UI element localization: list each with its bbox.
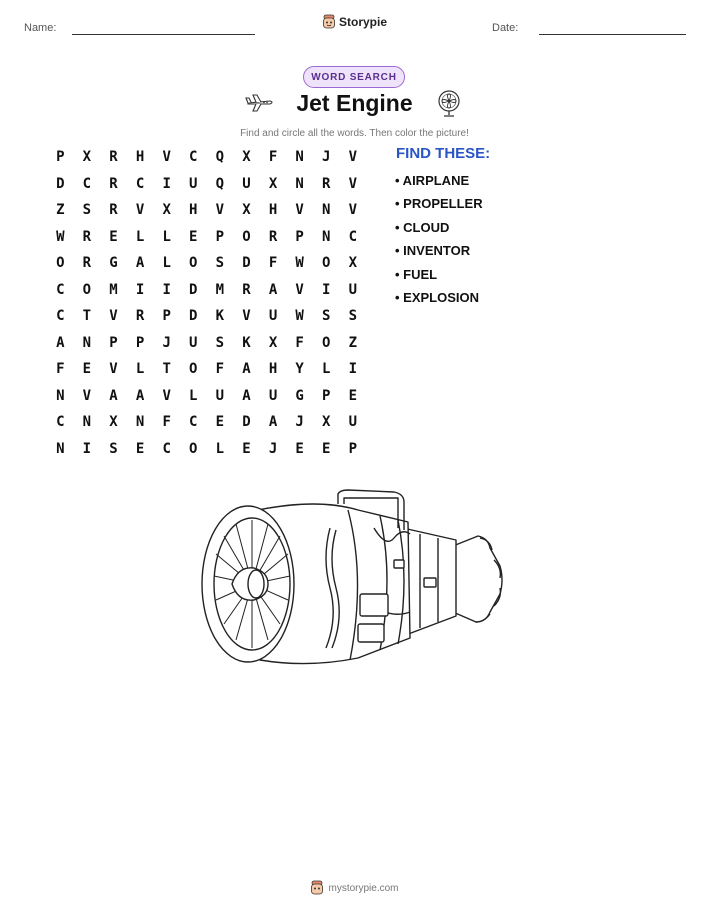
grid-letter[interactable]: P bbox=[215, 228, 225, 245]
grid-letter[interactable]: K bbox=[215, 308, 225, 325]
grid-letter[interactable]: I bbox=[348, 361, 358, 378]
grid-letter[interactable]: S bbox=[322, 308, 331, 325]
grid-letter[interactable]: P bbox=[56, 149, 65, 166]
grid-letter[interactable]: G bbox=[295, 387, 304, 404]
grid-letter[interactable]: X bbox=[82, 149, 92, 166]
grid-letter[interactable]: L bbox=[189, 387, 198, 404]
grid-letter[interactable]: N bbox=[322, 228, 331, 245]
grid-letter[interactable]: V bbox=[82, 387, 92, 404]
grid-letter[interactable]: H bbox=[268, 361, 278, 378]
word-item: • EXPLOSION bbox=[395, 289, 480, 305]
grid-letter[interactable]: S bbox=[348, 308, 358, 325]
grid-letter[interactable]: V bbox=[348, 175, 358, 192]
grid-letter[interactable]: A bbox=[109, 387, 118, 404]
word-item: • FUEL bbox=[395, 266, 438, 282]
grid-letter[interactable]: E bbox=[109, 228, 118, 245]
grid-letter[interactable]: P bbox=[162, 308, 171, 325]
footer-site: mystorypie.com bbox=[328, 882, 399, 894]
grid-letter[interactable]: N bbox=[295, 149, 304, 166]
jet-engine-illustration bbox=[198, 488, 510, 670]
grid-letter[interactable]: W bbox=[295, 308, 304, 325]
grid-letter[interactable]: R bbox=[268, 228, 278, 245]
grid-letter[interactable]: K bbox=[242, 334, 251, 351]
grid-letter[interactable]: V bbox=[162, 387, 171, 404]
grid-letter[interactable]: Q bbox=[215, 175, 225, 192]
grid-letter[interactable]: C bbox=[189, 414, 198, 431]
grid-letter[interactable]: E bbox=[322, 440, 331, 457]
letter-grid bbox=[47, 144, 372, 462]
grid-letter[interactable]: V bbox=[295, 281, 304, 298]
grid-letter[interactable]: F bbox=[215, 361, 225, 378]
grid-letter[interactable]: F bbox=[268, 149, 278, 166]
name-line[interactable] bbox=[72, 34, 255, 35]
grid-letter[interactable]: E bbox=[189, 228, 198, 245]
grid-letter[interactable]: I bbox=[162, 281, 171, 298]
grid-letter[interactable]: W bbox=[56, 228, 65, 245]
grid-letter[interactable]: V bbox=[348, 149, 358, 166]
grid-letter[interactable]: R bbox=[322, 175, 331, 192]
grid-letter[interactable]: N bbox=[56, 387, 65, 404]
grid-letter[interactable]: P bbox=[348, 440, 358, 457]
grid-letter[interactable]: H bbox=[189, 202, 198, 219]
grid-letter[interactable]: Z bbox=[348, 334, 358, 351]
grid-letter[interactable]: V bbox=[109, 361, 118, 378]
grid-letter[interactable]: P bbox=[322, 387, 331, 404]
grid-letter[interactable]: C bbox=[56, 308, 65, 325]
word-item: • CLOUD bbox=[395, 219, 450, 235]
grid-letter[interactable]: V bbox=[162, 149, 171, 166]
grid-letter[interactable]: A bbox=[56, 334, 65, 351]
grid-letter[interactable]: C bbox=[82, 175, 92, 192]
grid-letter[interactable]: U bbox=[268, 308, 278, 325]
grid-letter[interactable]: A bbox=[135, 387, 145, 404]
grid-letter[interactable]: D bbox=[56, 175, 65, 192]
grid-letter[interactable]: J bbox=[322, 149, 331, 166]
grid-letter[interactable]: V bbox=[109, 308, 118, 325]
grid-letter[interactable]: M bbox=[215, 281, 225, 298]
grid-letter[interactable]: U bbox=[189, 334, 198, 351]
word-list bbox=[395, 169, 483, 309]
grid-letter[interactable]: O bbox=[189, 255, 198, 272]
grid-letter[interactable]: E bbox=[348, 387, 358, 404]
grid-letter[interactable]: I bbox=[322, 281, 331, 298]
grid-letter[interactable]: U bbox=[268, 387, 278, 404]
grid-letter[interactable]: C bbox=[189, 149, 198, 166]
grid-letter[interactable]: O bbox=[189, 361, 198, 378]
grid-letter[interactable]: N bbox=[82, 414, 92, 431]
grid-letter[interactable]: E bbox=[135, 440, 145, 457]
grid-letter[interactable]: V bbox=[215, 202, 225, 219]
word-item: • AIRPLANE bbox=[395, 173, 470, 188]
grid-letter[interactable]: E bbox=[82, 361, 92, 378]
grid-letter[interactable]: J bbox=[295, 414, 304, 431]
grid-letter[interactable]: E bbox=[215, 414, 225, 431]
grid-letter[interactable]: I bbox=[135, 281, 145, 298]
grid-letter[interactable]: X bbox=[268, 175, 278, 192]
storypie-mascot-icon bbox=[322, 14, 336, 30]
grid-letter[interactable]: O bbox=[82, 281, 92, 298]
brand-logo bbox=[322, 14, 387, 30]
grid-letter[interactable]: A bbox=[242, 387, 251, 404]
grid-letter[interactable]: L bbox=[215, 440, 225, 457]
word-item: • PROPELLER bbox=[395, 196, 483, 212]
grid-letter[interactable]: P bbox=[109, 334, 118, 351]
grid-letter[interactable]: R bbox=[82, 255, 92, 272]
grid-letter[interactable]: D bbox=[189, 281, 198, 298]
grid-letter[interactable]: L bbox=[135, 228, 145, 245]
grid-letter[interactable]: V bbox=[295, 202, 304, 219]
grid-letter[interactable]: C bbox=[135, 175, 145, 192]
grid-letter[interactable]: I bbox=[82, 440, 92, 457]
grid-letter[interactable]: Y bbox=[295, 361, 304, 378]
brand-name: Storypie bbox=[339, 15, 388, 29]
grid-letter[interactable]: H bbox=[135, 149, 145, 166]
grid-letter[interactable]: F bbox=[56, 361, 65, 378]
grid-letter[interactable]: V bbox=[135, 202, 145, 219]
grid-letter[interactable]: P bbox=[135, 334, 145, 351]
grid-letter[interactable]: O bbox=[56, 255, 65, 272]
grid-letter[interactable]: Q bbox=[215, 149, 225, 166]
grid-letter[interactable]: U bbox=[348, 281, 358, 298]
grid-letter[interactable]: C bbox=[56, 281, 65, 298]
storypie-mascot-icon bbox=[310, 880, 324, 896]
grid-letter[interactable]: T bbox=[82, 308, 92, 325]
date-label: Date: bbox=[492, 22, 519, 34]
grid-letter[interactable]: N bbox=[56, 440, 65, 457]
grid-letter[interactable]: C bbox=[162, 440, 171, 457]
header bbox=[0, 14, 709, 42]
grid-letter[interactable]: O bbox=[189, 440, 198, 457]
grid-letter[interactable]: J bbox=[162, 334, 171, 351]
grid-letter[interactable]: N bbox=[135, 414, 145, 431]
grid-letter[interactable]: D bbox=[242, 414, 251, 431]
grid-letter[interactable]: S bbox=[82, 202, 92, 219]
grid-letter[interactable]: U bbox=[189, 175, 198, 192]
grid-letter[interactable]: T bbox=[162, 361, 171, 378]
grid-letter[interactable]: N bbox=[322, 202, 331, 219]
grid-letter[interactable]: X bbox=[348, 255, 358, 272]
grid-letter[interactable]: V bbox=[348, 202, 358, 219]
grid-letter[interactable]: N bbox=[82, 334, 92, 351]
word-item: • INVENTOR bbox=[395, 243, 471, 259]
grid-letter[interactable]: O bbox=[322, 334, 331, 351]
grid-letter[interactable]: P bbox=[295, 228, 304, 245]
grid-letter[interactable]: H bbox=[268, 202, 278, 219]
date-line[interactable] bbox=[539, 34, 686, 35]
grid-letter[interactable]: U bbox=[215, 387, 225, 404]
grid-letter[interactable]: R bbox=[242, 281, 251, 298]
grid-letter[interactable]: R bbox=[135, 308, 145, 325]
page-title: Jet Engine bbox=[296, 90, 413, 116]
grid-letter[interactable]: N bbox=[295, 175, 304, 192]
grid-letter[interactable]: W bbox=[295, 255, 304, 272]
grid-letter[interactable]: U bbox=[242, 175, 251, 192]
footer bbox=[0, 880, 709, 896]
grid-letter[interactable]: R bbox=[109, 149, 118, 166]
grid-letter[interactable]: F bbox=[268, 255, 278, 272]
grid-letter[interactable]: U bbox=[348, 414, 358, 431]
grid-letter[interactable]: V bbox=[242, 308, 251, 325]
grid-letter[interactable]: G bbox=[109, 255, 118, 272]
grid-letter[interactable]: A bbox=[242, 361, 251, 378]
grid-letter[interactable]: X bbox=[162, 202, 171, 219]
word-search-badge: WORD SEARCH bbox=[303, 66, 405, 88]
grid-letter[interactable]: X bbox=[109, 414, 118, 431]
grid-letter[interactable]: R bbox=[82, 228, 92, 245]
find-title: FIND THESE: bbox=[396, 145, 491, 162]
grid-letter[interactable]: X bbox=[322, 414, 331, 431]
grid-letter[interactable]: S bbox=[215, 255, 225, 272]
grid-letter[interactable]: X bbox=[242, 202, 251, 219]
grid-letter[interactable]: O bbox=[322, 255, 331, 272]
grid-letter[interactable]: M bbox=[109, 281, 118, 298]
grid-letter[interactable]: C bbox=[56, 414, 65, 431]
grid-letter[interactable]: R bbox=[109, 202, 118, 219]
grid-letter[interactable]: A bbox=[268, 414, 278, 431]
grid-letter[interactable]: X bbox=[242, 149, 251, 166]
grid-letter[interactable]: A bbox=[135, 255, 145, 272]
name-label: Name: bbox=[24, 22, 57, 34]
grid-letter[interactable]: D bbox=[242, 255, 251, 272]
grid-letter[interactable]: X bbox=[268, 334, 278, 351]
grid-letter[interactable]: F bbox=[162, 414, 171, 431]
fan-icon bbox=[436, 90, 462, 118]
grid-letter[interactable]: I bbox=[162, 175, 171, 192]
grid-letter[interactable]: L bbox=[322, 361, 331, 378]
grid-letter[interactable]: A bbox=[268, 281, 278, 298]
grid-letter[interactable]: Z bbox=[56, 202, 65, 219]
grid-letter[interactable]: D bbox=[189, 308, 198, 325]
grid-letter[interactable]: E bbox=[242, 440, 251, 457]
grid-letter[interactable]: F bbox=[295, 334, 304, 351]
grid-letter[interactable]: S bbox=[109, 440, 118, 457]
instructions: Find and circle all the words. Then color the picture! bbox=[240, 128, 469, 139]
grid-letter[interactable]: J bbox=[268, 440, 278, 457]
grid-letter[interactable]: E bbox=[295, 440, 304, 457]
grid-letter[interactable]: S bbox=[215, 334, 225, 351]
grid-letter[interactable]: O bbox=[242, 228, 251, 245]
grid-letter[interactable]: C bbox=[348, 228, 358, 245]
grid-letter[interactable]: R bbox=[109, 175, 118, 192]
grid-letter[interactable]: L bbox=[135, 361, 145, 378]
grid-letter[interactable]: L bbox=[162, 255, 171, 272]
grid-letter[interactable]: L bbox=[162, 228, 171, 245]
